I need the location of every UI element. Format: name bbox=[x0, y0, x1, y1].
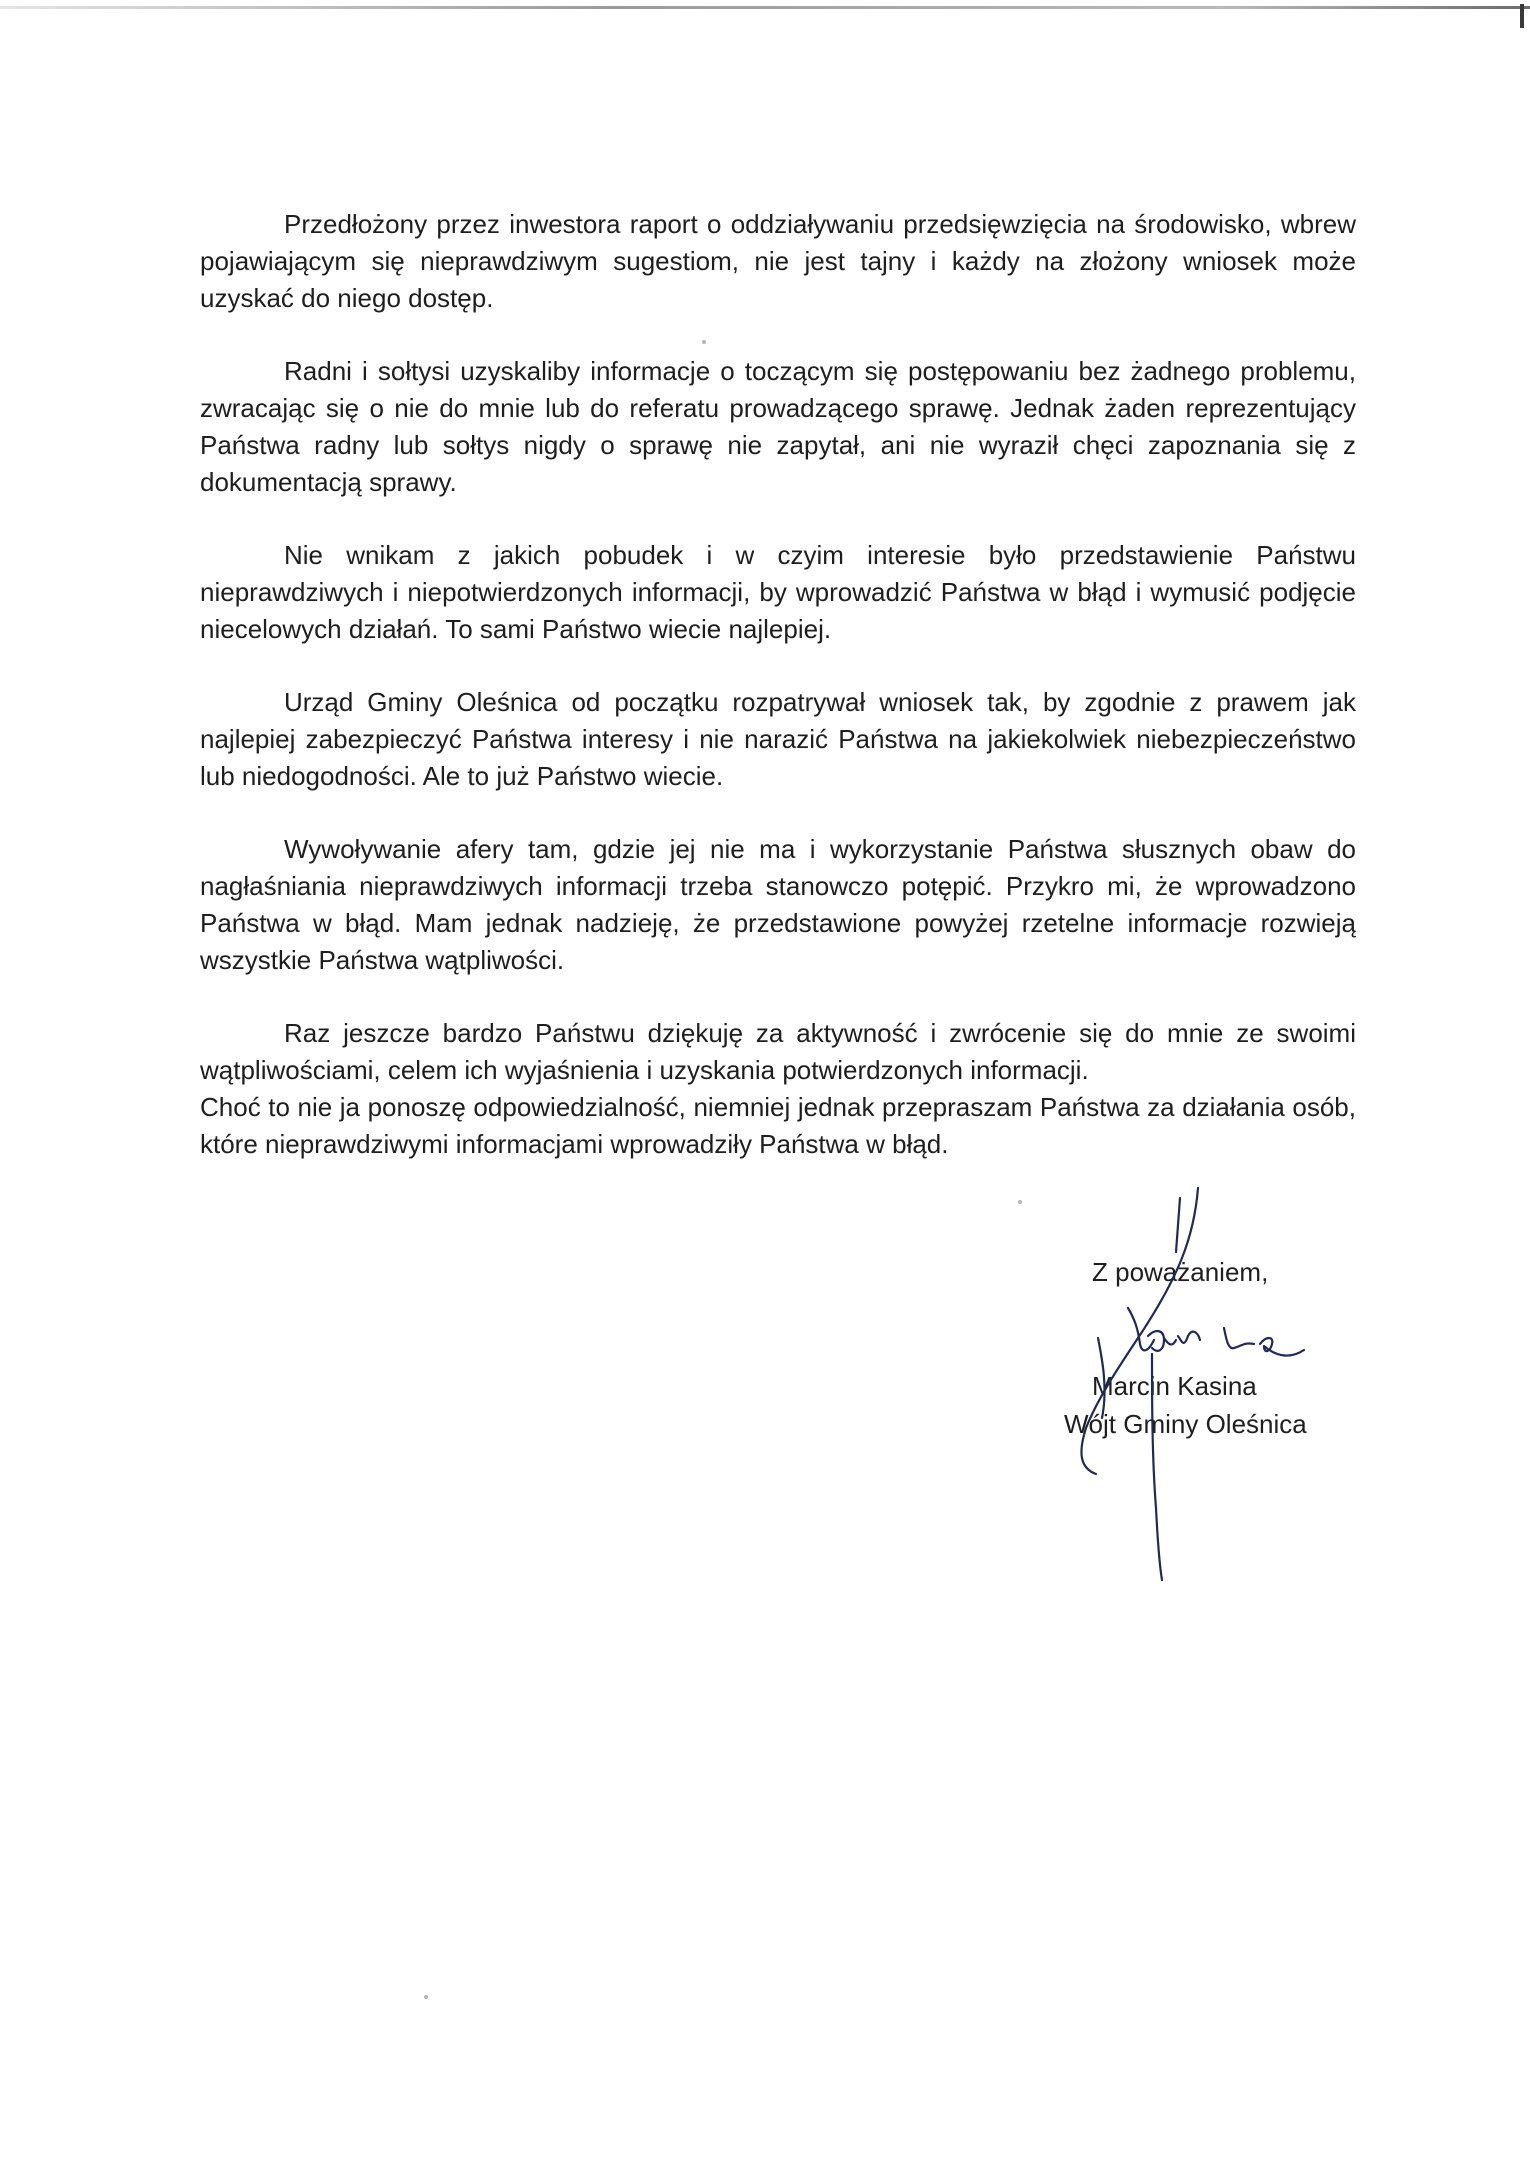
scan-corner-mark bbox=[1520, 4, 1524, 28]
signer-title: Wójt Gminy Oleśnica bbox=[1064, 1409, 1307, 1439]
scan-speck bbox=[1018, 1200, 1022, 1204]
letter-body bbox=[200, 206, 1356, 1163]
paragraph-apology: Choć to nie ja ponoszę odpowiedzialność, niemniej jednak przepraszam Państwa za działania osób, które nieprawdziwymi informacjami wprowadziły Państwa w błąd. bbox=[200, 1092, 1356, 1159]
paragraph-office-stance: Urząd Gminy Oleśnica od początku rozpatrywał wniosek tak, by zgodnie z prawem jak najlepiej zabezpieczyć Państwa interesy i nie narazić Państwa na jakiekolwiek niebezpieczeństwo lub niedogodności. Ale to już Państwo wiecie. bbox=[200, 687, 1356, 791]
paragraph-thanks: Raz jeszcze bardzo Państwu dziękuję za aktywność i zwrócenie się do mnie ze swoimi wątpliwościami, celem ich wyjaśnienia i uzyskania potwierdzonych informacji. bbox=[200, 1018, 1356, 1085]
signature-block bbox=[1050, 1248, 1370, 1578]
scan-top-edge bbox=[0, 6, 1530, 9]
paragraph-councillors: Radni i sołtysi uzyskaliby informacje o toczącym się postępowaniu bez żadnego problemu, zwracając się o nie do mnie lub do referatu prowadzącego sprawę. Jednak żaden reprezentujący Państwa radny lub sołtys nigdy o sprawę nie zapytał, ani nie wyraził chęci zapoznania się z dokumentacją sprawy. bbox=[200, 356, 1356, 497]
scan-speck bbox=[424, 1995, 428, 1999]
scan-speck bbox=[702, 340, 706, 344]
paragraph-false-information: Wywoływanie afery tam, gdzie jej nie ma i wykorzystanie Państwa słusznych obaw do nagłaśniania nieprawdziwych informacji trzeba stanowczo potępić. Przykro mi, że wprowadzono Państwa w błąd. Mam jednak nadzieję, że przedstawione powyżej rzetelne informacje rozwieją wszystkie Państwa wątpliwości. bbox=[200, 834, 1356, 975]
signer-name: Marcin Kasina bbox=[1092, 1371, 1257, 1401]
paragraph-report-access: Przedłożony przez inwestora raport o oddziaływaniu przedsięwzięcia na środowisko, wbrew pojawiającym się nieprawdziwym sugestiom, nie jest tajny i każdy na złożony wniosek może uzyskać do niego dostęp. bbox=[200, 209, 1356, 313]
closing-salutation: Z poważaniem, bbox=[1092, 1257, 1269, 1287]
paragraph-motives: Nie wnikam z jakich pobudek i w czyim interesie było przedstawienie Państwu nieprawdziwych i niepotwierdzonych informacji, by wprowadzić Państwa w błąd i wymusić podjęcie niecelowych działań. To sami Państwo wiecie najlepiej. bbox=[200, 540, 1356, 644]
